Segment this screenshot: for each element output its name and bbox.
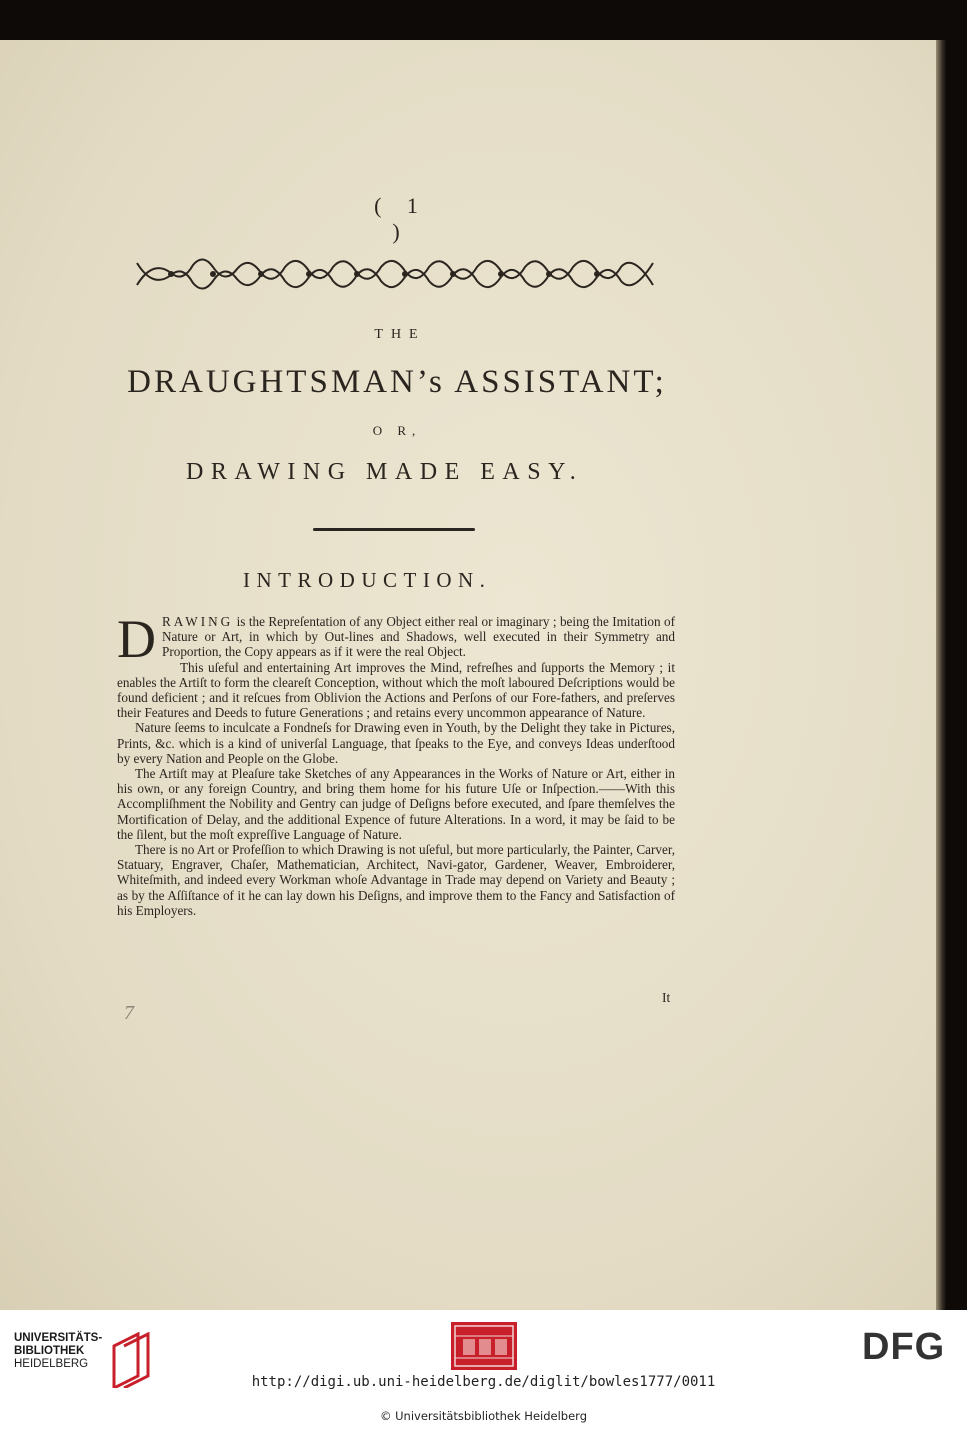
catchword: It bbox=[662, 990, 671, 1005]
book-subtitle: DRAWING MADE EASY. bbox=[186, 459, 584, 485]
title-or: O R, bbox=[372, 423, 422, 438]
uni-line-2: BIBLIOTHEK bbox=[14, 1345, 85, 1357]
page-edge bbox=[936, 40, 946, 1310]
book-title: DRAUGHTSMAN’s ASSISTANT; bbox=[127, 364, 667, 400]
section-heading: INTRODUCTION. bbox=[243, 568, 492, 592]
body-text bbox=[117, 609, 675, 918]
page-number: ( 1 ) bbox=[374, 193, 428, 244]
footer-bar bbox=[0, 1310, 967, 1432]
paragraph-1-lead: RAWING bbox=[162, 614, 234, 629]
paragraph-5: There is no Art or Profeſſion to which Drawing is not uſeful, but more particularly, the Painter, Carver, Statuary, Engraver, Chaſer, Mathematician, Architect, Navi-gator, Gardener, Weaver, Embroiderer, Whiteſmith, and indeed every Workman whoſe Advantage in Trade may depend on Variety and Beauty ; as by the Aſſiſtance of it he can lay down his Deſigns, and improve them to the Fancy and Satisfaction of his Employers. bbox=[117, 842, 675, 918]
dfg-logo[interactable]: DFG bbox=[862, 1326, 946, 1368]
digital-library-emblem[interactable] bbox=[451, 1322, 517, 1370]
copyright-notice: © Universitätsbibliothek Heidelberg bbox=[379, 1409, 587, 1423]
paragraph-4: The Artiſt may at Pleaſure take Sketches of any Appearances in the Works of Nature or Art, either in his own, or any foreign Country, and bring them home for his future Uſe or Inſpection.——With this Accompliſhment the Nobility and Gentry can judge of Deſigns before executed, and ſpare themſelves the Mortification of Delay, and the additional Expence of future Alterations. In a word, it may be ſaid to be the ſilent, but the moſt expreſſive Language of Nature. bbox=[117, 766, 675, 842]
permalink-url[interactable]: http://digi.ub.uni-heidelberg.de/diglit/bowles1777/0011 bbox=[251, 1374, 716, 1390]
paragraph-1 bbox=[117, 609, 675, 669]
decorative-ornament-band bbox=[133, 255, 657, 293]
book-page bbox=[0, 40, 936, 1310]
paragraph-2: This uſeful and entertaining Art improves the Mind, refreſhes and ſupports the Memory ; it enables the Artiſt to form the cleareſt Conception, without which the moſt laboured Deſcriptions would be found deficient ; and it reſcues from Oblivion the Actions and Perſons of our Fore-fathers, and preſerves their Features and Deeds to future Generations ; and retains every uncommon appearance of Nature. bbox=[117, 659, 675, 721]
title-rule bbox=[313, 528, 475, 531]
title-article: THE bbox=[374, 327, 426, 342]
paragraph-1-text: is the Repreſentation of any Object either real or imaginary ; being the Imitation of Nature or Art, in which by Out-lines and Shadows, well executed in their Symmetry and Proportion, the Copy appears as if it were the real Object. bbox=[162, 614, 675, 660]
drop-cap: D bbox=[117, 609, 156, 669]
pencil-mark: 7 bbox=[124, 1002, 134, 1024]
uni-line-3: HEIDELBERG bbox=[14, 1358, 89, 1370]
paragraph-3: Nature ſeems to inculcate a Fondneſs for Drawing even in Youth, by the Delight they take in Pictures, Prints, &c. which is a kind of univerſal Language, that ſpeaks to the Eye, and conveys Ideas underſtood by every Nation and People on the Globe. bbox=[117, 720, 675, 766]
emblem-icon bbox=[451, 1322, 517, 1370]
uni-line-1: UNIVERSITÄTS- bbox=[14, 1332, 103, 1344]
